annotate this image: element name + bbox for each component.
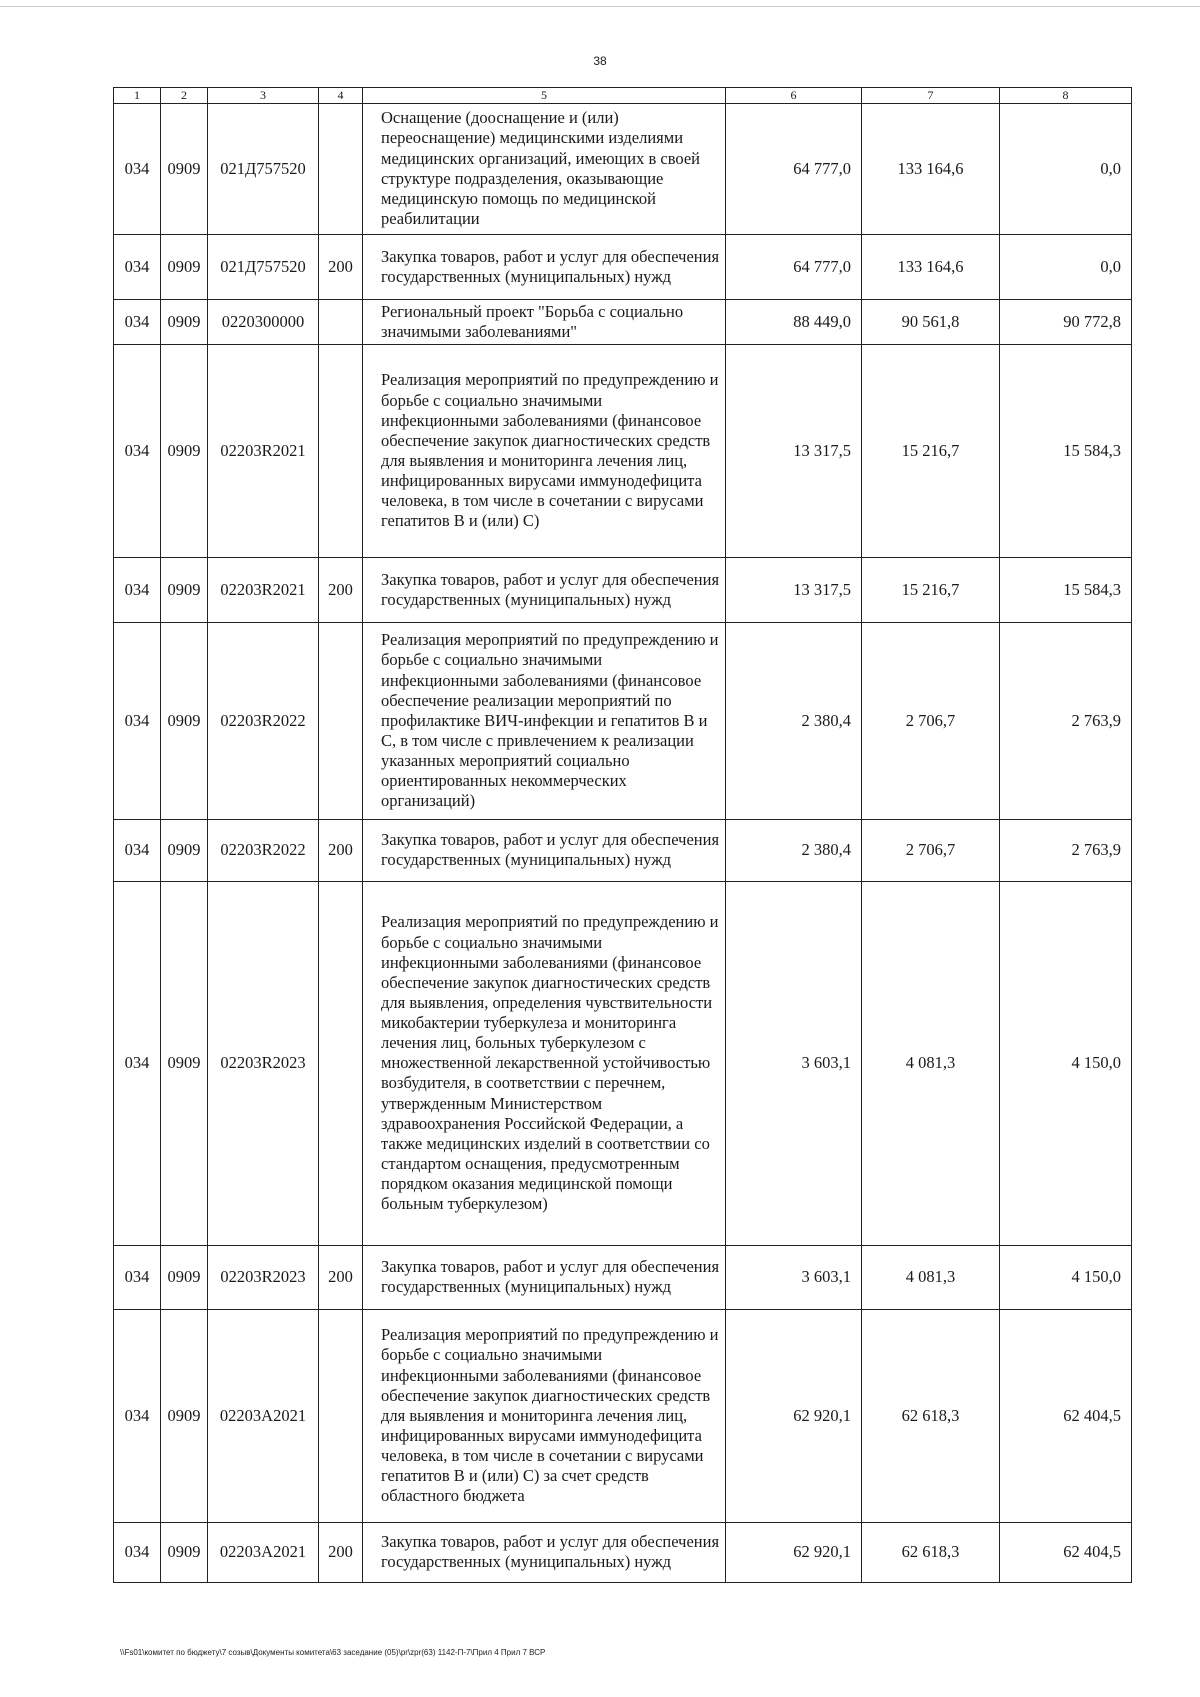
cell-name: Закупка товаров, работ и услуг для обеспечения государственных (муниципальных) нужд [363, 1522, 726, 1582]
cell-value-6: 3 603,1 [726, 881, 862, 1245]
cell-name: Реализация мероприятий по предупреждению и борьбе с социально значимыми инфекционными заболеваниями (финансовое обеспечение закупок диагностических средств для выявления, определения чувствительности микобактерии туберкулеза и мониторинга лечения лиц, больных туберкулезом с множественной лекарственной устойчивостью возбудителя, в соответствии с перечнем, утвержденным Министерством здравоохранения Российской Федерации, а также медицинских изделий в соответствии со стандартом оснащения, предусмотренным порядком оказания медицинской помощи больным туберкулезом) [363, 881, 726, 1245]
column-header-5: 5 [363, 88, 726, 104]
cell-value-6: 13 317,5 [726, 344, 862, 557]
cell-target-article: 02203A2021 [208, 1309, 319, 1522]
column-header-8: 8 [1000, 88, 1132, 104]
cell-target-article: 02203R2021 [208, 557, 319, 622]
cell-value-6: 64 777,0 [726, 103, 862, 234]
cell-target-article: 02203R2023 [208, 881, 319, 1245]
cell-expense-type: 200 [319, 1522, 363, 1582]
cell-section-code: 0909 [161, 1522, 208, 1582]
column-header-7: 7 [862, 88, 1000, 104]
cell-section-code: 0909 [161, 881, 208, 1245]
cell-value-7: 62 618,3 [862, 1309, 1000, 1522]
cell-section-code: 0909 [161, 103, 208, 234]
cell-value-8: 62 404,5 [1000, 1522, 1132, 1582]
cell-value-6: 3 603,1 [726, 1245, 862, 1309]
cell-section-code: 0909 [161, 622, 208, 819]
file-path-footer: \\Fs01\комитет по бюджету\7 созыв\Документы комитета\63 заседание (05)\pr\zpr(63) 1142-П-7\Прил 4 Прил 7 ВСР [120, 1648, 546, 1657]
cell-target-article: 021Д757520 [208, 234, 319, 299]
cell-target-article: 02203R2023 [208, 1245, 319, 1309]
cell-value-7: 15 216,7 [862, 557, 1000, 622]
cell-expense-type [319, 344, 363, 557]
cell-name: Закупка товаров, работ и услуг для обеспечения государственных (муниципальных) нужд [363, 1245, 726, 1309]
cell-admin-code: 034 [114, 1309, 161, 1522]
cell-value-8: 2 763,9 [1000, 819, 1132, 881]
cell-value-7: 133 164,6 [862, 234, 1000, 299]
cell-admin-code: 034 [114, 103, 161, 234]
cell-admin-code: 034 [114, 622, 161, 819]
table-row [114, 344, 1132, 557]
cell-value-7: 2 706,7 [862, 622, 1000, 819]
column-header-3: 3 [208, 88, 319, 104]
cell-admin-code: 034 [114, 1522, 161, 1582]
table-row [114, 234, 1132, 299]
cell-admin-code: 034 [114, 344, 161, 557]
table-row [114, 299, 1132, 344]
column-header-1: 1 [114, 88, 161, 104]
cell-name: Закупка товаров, работ и услуг для обеспечения государственных (муниципальных) нужд [363, 234, 726, 299]
cell-value-7: 4 081,3 [862, 1245, 1000, 1309]
cell-section-code: 0909 [161, 1245, 208, 1309]
table-row [114, 819, 1132, 881]
cell-section-code: 0909 [161, 299, 208, 344]
cell-value-6: 88 449,0 [726, 299, 862, 344]
cell-value-6: 64 777,0 [726, 234, 862, 299]
header-row [114, 88, 1132, 104]
cell-value-7: 15 216,7 [862, 344, 1000, 557]
column-header-4: 4 [319, 88, 363, 104]
table-row [114, 881, 1132, 1245]
cell-value-7: 90 561,8 [862, 299, 1000, 344]
table-row [114, 1309, 1132, 1522]
cell-admin-code: 034 [114, 819, 161, 881]
cell-target-article: 021Д757520 [208, 103, 319, 234]
cell-value-8: 4 150,0 [1000, 881, 1132, 1245]
cell-value-6: 62 920,1 [726, 1522, 862, 1582]
table-row [114, 557, 1132, 622]
cell-name: Региональный проект "Борьба с социально значимыми заболеваниями" [363, 299, 726, 344]
table-row [114, 1245, 1132, 1309]
cell-value-8: 2 763,9 [1000, 622, 1132, 819]
cell-name: Оснащение (дооснащение и (или) переоснащение) медицинскими изделиями медицинских организаций, имеющих в своей структуре подразделения, оказывающие медицинскую помощь по медицинской реабилитации [363, 103, 726, 234]
cell-admin-code: 034 [114, 234, 161, 299]
cell-section-code: 0909 [161, 344, 208, 557]
cell-value-6: 2 380,4 [726, 622, 862, 819]
cell-value-8: 0,0 [1000, 234, 1132, 299]
column-header-2: 2 [161, 88, 208, 104]
page-number: 38 [593, 54, 607, 68]
cell-expense-type [319, 622, 363, 819]
cell-value-8: 62 404,5 [1000, 1309, 1132, 1522]
cell-target-article: 02203R2022 [208, 819, 319, 881]
cell-value-6: 62 920,1 [726, 1309, 862, 1522]
cell-value-7: 2 706,7 [862, 819, 1000, 881]
cell-name: Реализация мероприятий по предупреждению и борьбе с социально значимыми инфекционными заболеваниями (финансовое обеспечение реализации мероприятий по профилактике ВИЧ-инфекции и гепатитов В и С, в том числе с привлечением к реализации указанных мероприятий социально ориентированных некоммерческих организаций) [363, 622, 726, 819]
cell-admin-code: 034 [114, 1245, 161, 1309]
cell-admin-code: 034 [114, 557, 161, 622]
cell-expense-type [319, 1309, 363, 1522]
cell-name: Реализация мероприятий по предупреждению и борьбе с социально значимыми инфекционными заболеваниями (финансовое обеспечение закупок диагностических средств для выявления и мониторинга лечения лиц, инфицированных вирусами иммунодефицита человека, в том числе в сочетании с вирусами гепатитов В и (или) С) за счет средств областного бюджета [363, 1309, 726, 1522]
cell-expense-type [319, 103, 363, 234]
cell-expense-type [319, 881, 363, 1245]
cell-expense-type: 200 [319, 819, 363, 881]
cell-value-7: 62 618,3 [862, 1522, 1000, 1582]
cell-value-6: 13 317,5 [726, 557, 862, 622]
scan-edge-line [0, 6, 1200, 7]
cell-name: Закупка товаров, работ и услуг для обеспечения государственных (муниципальных) нужд [363, 819, 726, 881]
table-row [114, 1522, 1132, 1582]
table-row [114, 103, 1132, 234]
cell-value-7: 4 081,3 [862, 881, 1000, 1245]
cell-expense-type [319, 299, 363, 344]
cell-expense-type: 200 [319, 234, 363, 299]
cell-section-code: 0909 [161, 557, 208, 622]
cell-admin-code: 034 [114, 299, 161, 344]
table-row [114, 622, 1132, 819]
cell-name: Реализация мероприятий по предупреждению и борьбе с социально значимыми инфекционными заболеваниями (финансовое обеспечение закупок диагностических средств для выявления и мониторинга лечения лиц, инфицированных вирусами иммунодефицита человека, в том числе в сочетании с вирусами гепатитов В и (или) С) [363, 344, 726, 557]
cell-expense-type: 200 [319, 1245, 363, 1309]
cell-expense-type: 200 [319, 557, 363, 622]
cell-value-8: 0,0 [1000, 103, 1132, 234]
column-header-6: 6 [726, 88, 862, 104]
cell-value-8: 4 150,0 [1000, 1245, 1132, 1309]
cell-value-8: 90 772,8 [1000, 299, 1132, 344]
cell-section-code: 0909 [161, 234, 208, 299]
cell-section-code: 0909 [161, 819, 208, 881]
cell-value-7: 133 164,6 [862, 103, 1000, 234]
cell-value-8: 15 584,3 [1000, 557, 1132, 622]
cell-value-6: 2 380,4 [726, 819, 862, 881]
cell-target-article: 0220300000 [208, 299, 319, 344]
cell-section-code: 0909 [161, 1309, 208, 1522]
cell-admin-code: 034 [114, 881, 161, 1245]
cell-target-article: 02203A2021 [208, 1522, 319, 1582]
cell-target-article: 02203R2022 [208, 622, 319, 819]
cell-target-article: 02203R2021 [208, 344, 319, 557]
cell-value-8: 15 584,3 [1000, 344, 1132, 557]
budget-table [113, 87, 1132, 1583]
cell-name: Закупка товаров, работ и услуг для обеспечения государственных (муниципальных) нужд [363, 557, 726, 622]
